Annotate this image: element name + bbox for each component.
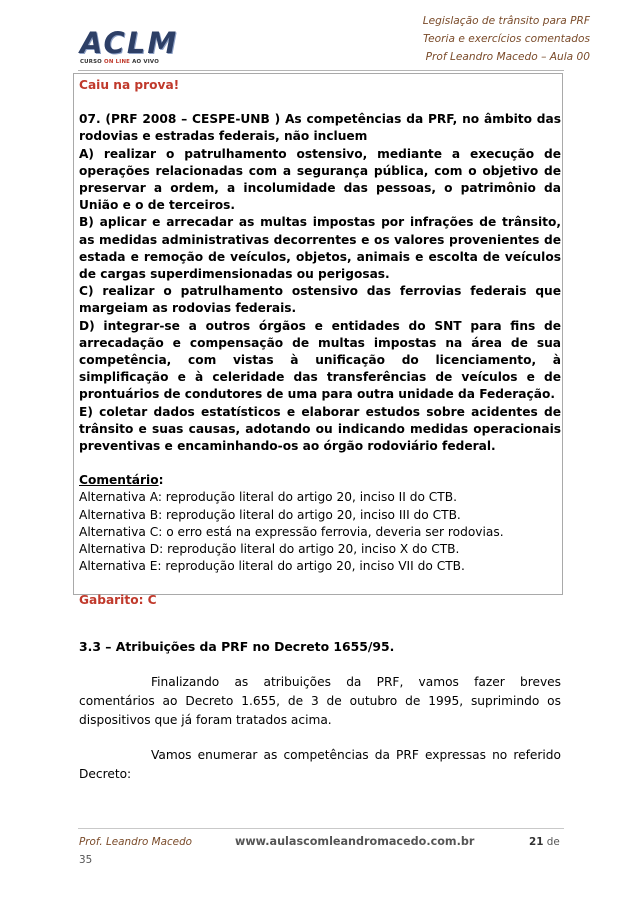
comment-a: Alternativa A: reprodução literal do artigo 20, inciso II do CTB.: [79, 490, 457, 505]
footer-divider: [78, 828, 564, 829]
option-d: D) integrar-se a outros órgãos e entidades do SNT para fins de arrecadação e compensação de multas impostas na área de sua competência, com vistas à unificação do licenciamento, à simplificação e à celeridade das transferências de veículos e de prontuários de condutores de uma para outra unidade da Federação.: [79, 318, 561, 402]
option-c: C) realizar o patrulhamento ostensivo das ferrovias federais que margeiam as rodovias federais.: [79, 284, 561, 316]
comment-heading: [79, 472, 561, 489]
header-line-2: Teoria e exercícios comentados: [423, 33, 590, 45]
page-total: 35: [79, 854, 93, 866]
question-content: [79, 77, 561, 610]
header-line-1: Legislação de trânsito para PRF: [422, 15, 590, 27]
section-title: 3.3 – Atribuições da PRF no Decreto 1655/95.: [79, 639, 395, 654]
header-info: [423, 12, 590, 66]
footer-author: Prof. Leandro Macedo: [79, 836, 193, 848]
page-de: de: [543, 836, 560, 848]
header-divider: [78, 70, 564, 71]
comment-e: Alternativa E: reprodução literal do artigo 20, inciso VII do CTB.: [79, 559, 465, 574]
comment-c: Alternativa C: o erro está na expressão ferrovia, deveria ser rodovias.: [79, 524, 504, 539]
comment-d: Alternativa D: reprodução literal do artigo 20, inciso X do CTB.: [79, 542, 460, 557]
page-number: 21: [529, 836, 544, 848]
section-paragraph-2: Vamos enumerar as competências da PRF expressas no referido Decreto:: [79, 748, 561, 781]
answer-key: Gabarito: C: [79, 593, 157, 608]
section-paragraph-1: Finalizando as atribuições da PRF, vamos fazer breves comentários ao Decreto 1.655, de 3 de outubro de 1995, suprimindo os dispositivos que já foram tratados acima.: [79, 675, 561, 727]
logo-subtitle: [80, 59, 162, 65]
section-3-3: [79, 637, 561, 800]
logo-sub-c: AO VIVO: [130, 59, 159, 65]
logo-sub-b: ON LINE: [104, 59, 131, 65]
option-b: B) aplicar e arrecadar as multas impostas por infrações de trânsito, as medidas administrativas decorrentes e os valores provenientes de estada e remoção de veículos, objetos, animais e escolta de veículos de cargas superdimensionadas ou perigosas.: [79, 215, 561, 282]
header-line-3: Prof Leandro Macedo – Aula 00: [425, 51, 590, 63]
question-intro: Caiu na prova!: [79, 78, 180, 92]
comment-title: Comentário: [79, 473, 159, 488]
option-a: A) realizar o patrulhamento ostensivo, mediante a execução de operações relacionadas com a segurança pública, com o objetivo de preservar a ordem, a incolumidade das pessoas, o patrimônio da União e o de terceiros.: [79, 146, 561, 213]
logo-text: ACLM: [80, 26, 179, 60]
option-e: E) coletar dados estatísticos e elaborar estudos sobre acidentes de trânsito e suas causas, adotando ou indicando medidas operacionais preventivas e encaminhando-os ao órgão rodoviário federal.: [79, 404, 561, 454]
footer-page: [529, 836, 560, 848]
comment-colon: :: [158, 473, 164, 488]
comment-b: Alternativa B: reprodução literal do artigo 20, inciso III do CTB.: [79, 507, 461, 522]
question-stem: 07. (PRF 2008 – CESPE-UNB ) As competências da PRF, no âmbito das rodovias e estradas federais, não incluem: [79, 112, 561, 144]
footer-url[interactable]: www.aulascomleandromacedo.com.br: [235, 835, 475, 848]
logo-sub-a: CURSO: [80, 59, 105, 65]
aclm-logo: [80, 26, 179, 68]
